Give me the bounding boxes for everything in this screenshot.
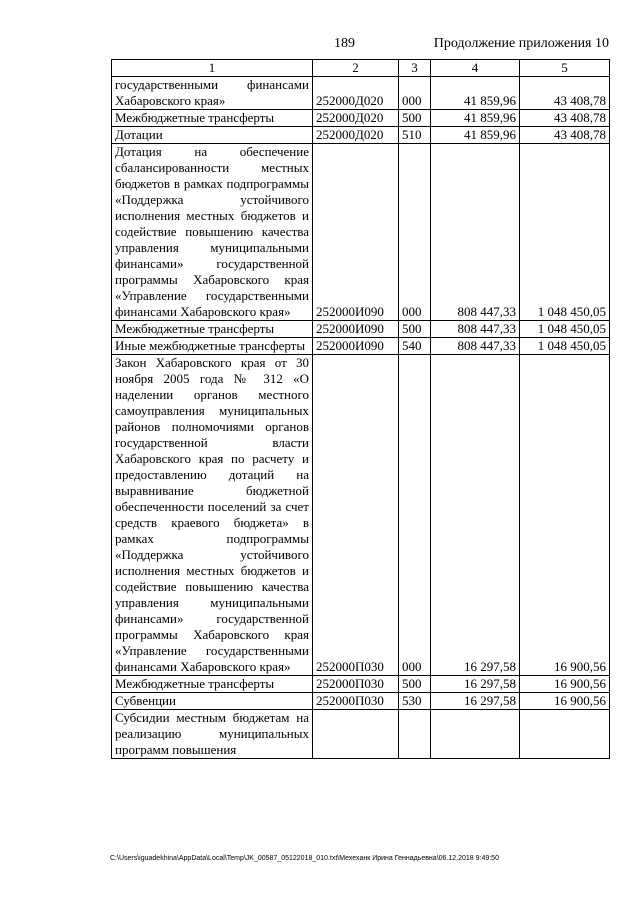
row-description: Межбюджетные трансферты: [112, 110, 313, 127]
expense-type-code: 500: [399, 110, 431, 127]
amount-year-1: 16 297,58: [431, 693, 520, 710]
file-path-footer: C:\Users\iguadekhina\AppData\Local\Temp\JK_00587_05122018_010.txt\Мехеханк Ирина Геннадьевна\06.12.2018 9:49:50: [110, 855, 499, 862]
amount-year-2: 1 048 450,05: [520, 338, 610, 355]
expense-type-code: [399, 710, 431, 759]
row-description: Дотация на обеспечение сбалансированности местных бюджетов в рамках подпрограммы «Поддержка устойчивого исполнения местных бюджетов и содействие повышению качества управления муниципальными финансами» государственной программы Хабаровского края «Управление государственными финансами Хабаровского края»: [112, 144, 313, 321]
table-row: [112, 710, 610, 759]
expense-type-code: 000: [399, 144, 431, 321]
row-description: Субсидии местным бюджетам на реализацию муниципальных программ повышения: [112, 710, 313, 759]
amount-year-1: 16 297,58: [431, 676, 520, 693]
expense-type-code: 510: [399, 127, 431, 144]
row-description: Межбюджетные трансферты: [112, 321, 313, 338]
page-header: [0, 36, 640, 56]
expense-type-code: 540: [399, 338, 431, 355]
amount-year-2: 1 048 450,05: [520, 144, 610, 321]
column-header: 1: [112, 60, 313, 77]
row-description: государственными финансами Хабаровского края»: [112, 77, 313, 110]
target-article-code: 252000И090: [313, 338, 399, 355]
table-row: [112, 127, 610, 144]
table-header-row: [112, 60, 610, 77]
page-number: 189: [334, 36, 355, 51]
expense-type-code: 500: [399, 321, 431, 338]
amount-year-1: 808 447,33: [431, 321, 520, 338]
amount-year-2: 16 900,56: [520, 693, 610, 710]
table-row: [112, 676, 610, 693]
amount-year-2: 16 900,56: [520, 355, 610, 676]
amount-year-2: 43 408,78: [520, 77, 610, 110]
target-article-code: 252000П030: [313, 355, 399, 676]
column-header: 5: [520, 60, 610, 77]
appendix-continuation-title: Продолжение приложения 10: [433, 36, 609, 51]
target-article-code: [313, 710, 399, 759]
amount-year-1: 41 859,96: [431, 110, 520, 127]
table-row: [112, 355, 610, 676]
amount-year-1: 16 297,58: [431, 355, 520, 676]
table-row: [112, 110, 610, 127]
table-row: [112, 144, 610, 321]
amount-year-1: 808 447,33: [431, 144, 520, 321]
table-row: [112, 338, 610, 355]
amount-year-2: 1 048 450,05: [520, 321, 610, 338]
target-article-code: 252000П030: [313, 693, 399, 710]
target-article-code: 252000Д020: [313, 127, 399, 144]
amount-year-1: 808 447,33: [431, 338, 520, 355]
row-description: Межбюджетные трансферты: [112, 676, 313, 693]
column-header: 2: [313, 60, 399, 77]
amount-year-2: 43 408,78: [520, 110, 610, 127]
target-article-code: 252000П030: [313, 676, 399, 693]
column-header: 3: [399, 60, 431, 77]
table-row: [112, 321, 610, 338]
amount-year-1: [431, 710, 520, 759]
row-description: Закон Хабаровского края от 30 ноября 2005 года № 312 «О наделении органов местного самоуправления муниципальных районов полномочиями органов государственной власти Хабаровского края по расчету и предоставлению дотаций на выравнивание бюджетной обеспеченности поселений за счет средств краевого бюджета» в рамках подпрограммы «Поддержка устойчивого исполнения местных бюджетов и содействие повышению качества управления муниципальными финансами» государственной программы Хабаровского края «Управление государственными финансами Хабаровского края»: [112, 355, 313, 676]
table-row: [112, 77, 610, 110]
row-description: Иные межбюджетные трансферты: [112, 338, 313, 355]
expense-type-code: 000: [399, 355, 431, 676]
amount-year-1: 41 859,96: [431, 127, 520, 144]
column-header: 4: [431, 60, 520, 77]
amount-year-2: 43 408,78: [520, 127, 610, 144]
expense-type-code: 000: [399, 77, 431, 110]
target-article-code: 252000Д020: [313, 77, 399, 110]
row-description: Субвенции: [112, 693, 313, 710]
amount-year-2: [520, 710, 610, 759]
amount-year-2: 16 900,56: [520, 676, 610, 693]
expense-type-code: 500: [399, 676, 431, 693]
amount-year-1: 41 859,96: [431, 77, 520, 110]
expense-type-code: 530: [399, 693, 431, 710]
target-article-code: 252000Д020: [313, 110, 399, 127]
table-row: [112, 693, 610, 710]
budget-table: [111, 59, 610, 759]
row-description: Дотации: [112, 127, 313, 144]
target-article-code: 252000И090: [313, 321, 399, 338]
target-article-code: 252000И090: [313, 144, 399, 321]
